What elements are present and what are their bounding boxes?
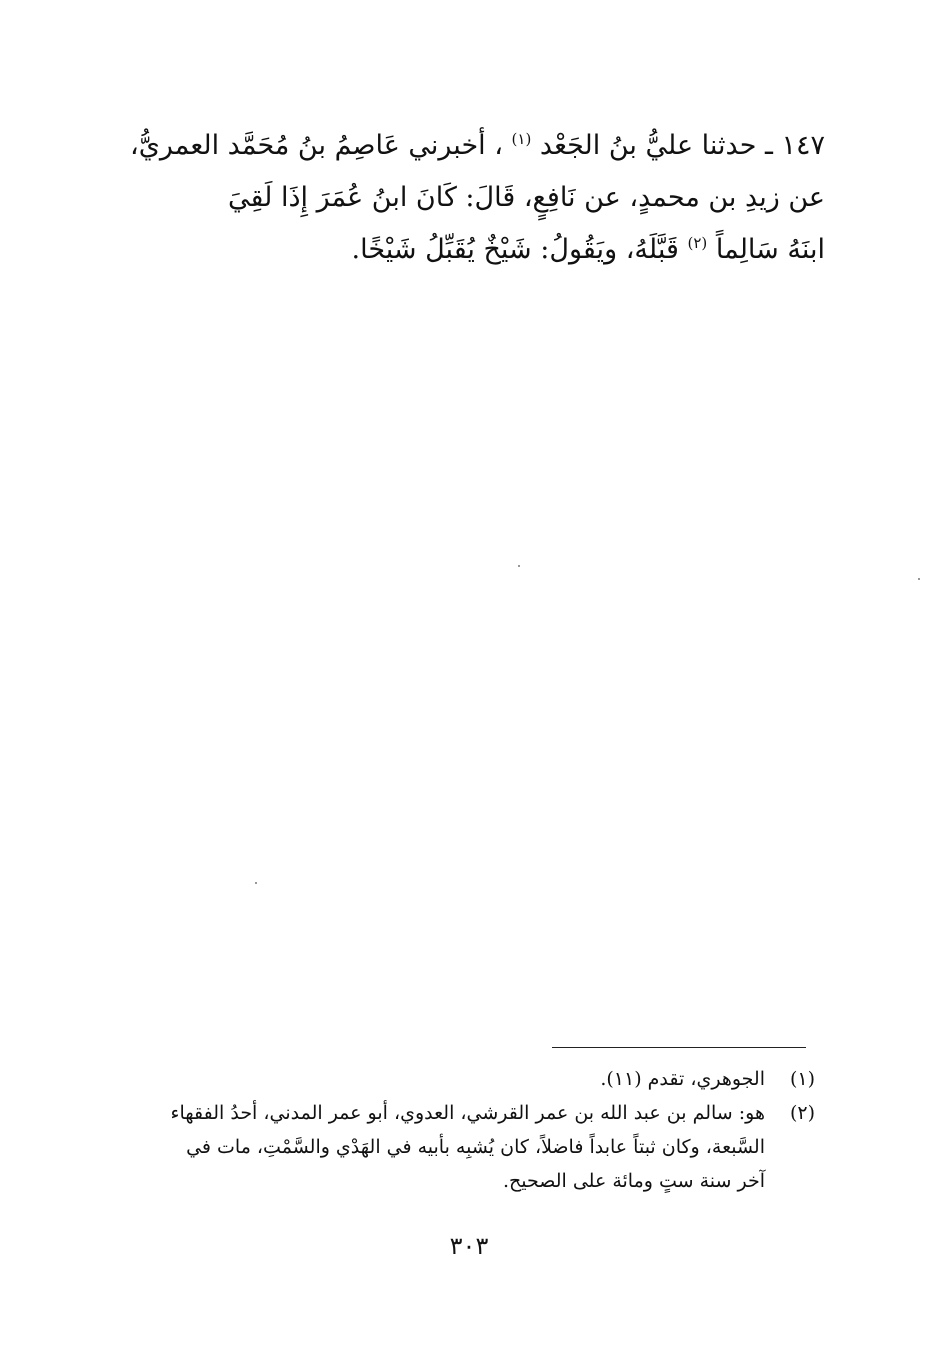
footnotes <box>125 1062 815 1198</box>
footnote-1-line: الجوهري، تقدم (١١). <box>600 1068 765 1090</box>
footnote-ref-1: (١) <box>511 130 532 148</box>
hadith-text <box>125 120 825 276</box>
hadith-line-3-end: قَبَّلَهُ، ويَقُولُ: شَيْخٌ يُقَبِّلُ شَيْخًا. <box>351 234 679 265</box>
scan-speck <box>918 578 920 580</box>
footnote-1-number: (١) <box>789 1068 815 1090</box>
scan-speck <box>518 565 520 567</box>
footnote-1 <box>125 1062 815 1096</box>
footnote-2 <box>125 1096 815 1198</box>
footnote-2-line-1: هو: سالم بن عبد الله بن عمر القرشي، العدوي، أبو عمر المدني، أحدُ الفقهاء <box>170 1102 765 1124</box>
hadith-line-1-end: ، أخبرني عَاصِمُ بنُ مُحَمَّد العمريُّ، <box>129 130 503 161</box>
hadith-line-1-start: ١٤٧ ـ حدثنا عليُّ بنُ الجَعْد <box>539 130 825 161</box>
footnote-2-number: (٢) <box>789 1102 815 1124</box>
hadith-line-3-start: ابنَهُ سَالِماً <box>715 234 825 265</box>
footnote-2-line-3: آخر سنة ستٍ ومائة على الصحيح. <box>502 1170 765 1192</box>
hadith-line-1 <box>125 120 825 172</box>
page-number: ٣٠٣ <box>449 1232 489 1260</box>
scan-speck <box>255 882 257 884</box>
footnote-separator <box>552 1047 806 1048</box>
footnote-ref-2: (٢) <box>687 234 708 252</box>
footnote-2-line-2: السَّبعة، وكان ثبتاً عابداً فاضلاً، كان يُشبِه بأبيه في الهَدْي والسَّمْتِ، مات في <box>186 1136 765 1158</box>
hadith-line-3 <box>125 224 825 276</box>
hadith-line-2: عن زيدِ بن محمدٍ، عن نَافِعٍ، قَالَ: كَانَ ابنُ عُمَرَ إِذَا لَقِيَ <box>227 182 825 213</box>
